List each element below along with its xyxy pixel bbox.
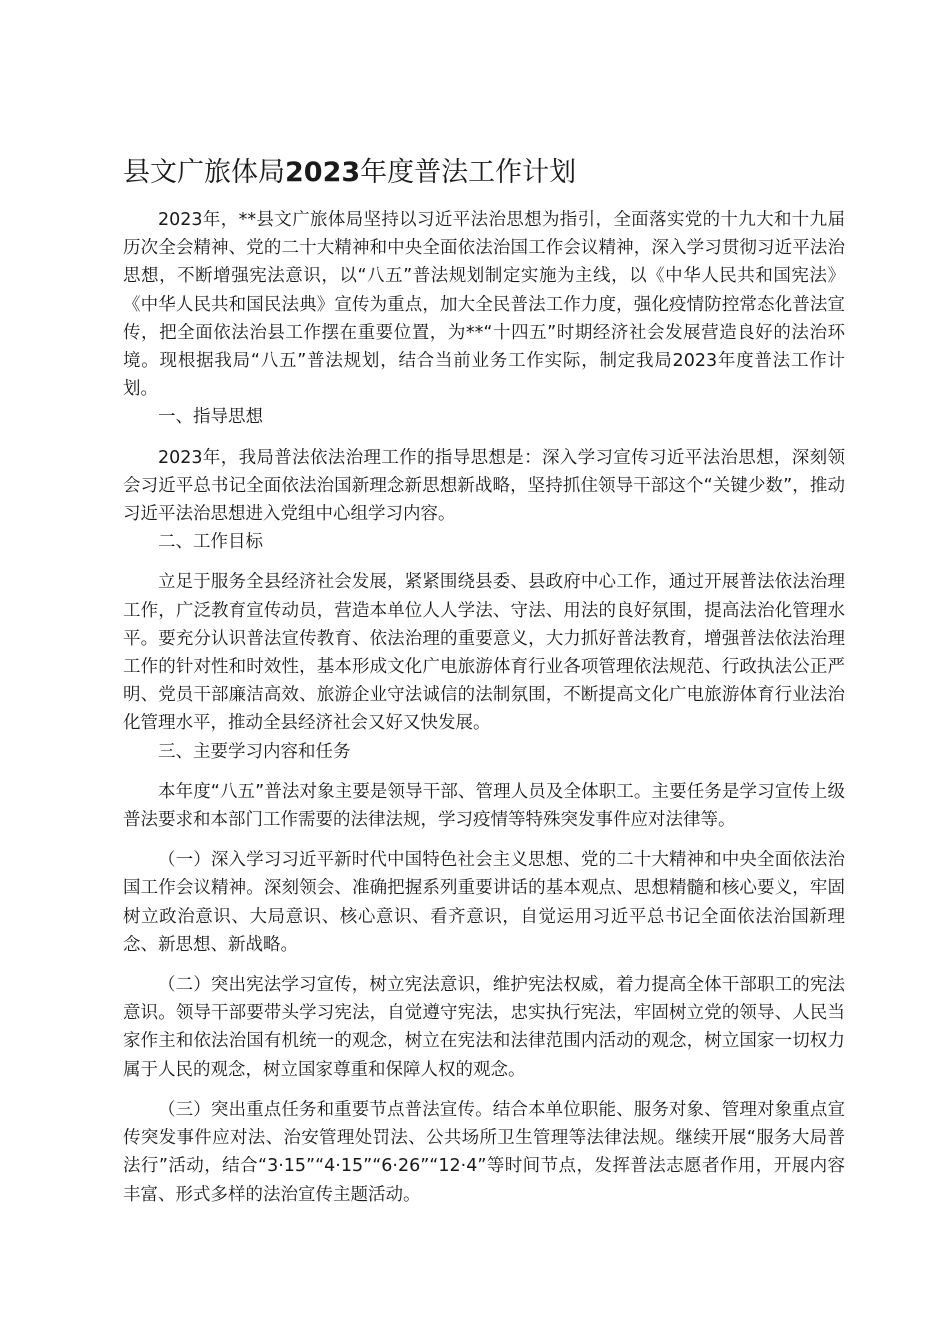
document-title	[123, 153, 843, 193]
list-item-2: （二）突出宪法学习宣传，树立宪法意识，维护宪法权威，着力提高全体干部职工的宪法意识。领导干部要带头学习宪法，自觉遵守宪法，忠实执行宪法，牢固树立党的领导、人民当家作主和依法治国有机统一的观念，树立在宪法和法律范围内活动的观念，树立国家一切权力属于人民的观念，树立国家尊重和保障人权的观念。	[123, 975, 845, 1080]
intro-paragraph: 2023年，**县文广旅体局坚持以习近平法治思想为指引，全面落实党的十九大和十九届历次全会精神、党的二十大精神和中央全面依法治国工作会议精神，深入学习贯彻习近平法治思想，不断增强宪法意识，以“八五”普法规划制定实施为主线，以《中华人民共和国宪法》《中华人民共和国民法典》宣传为重点，加大全民普法工作力度，强化疫情防控常态化普法宣传，把全面依法治县工作摆在重要位置，为**“十四五”时期经济社会发展营造良好的法治环境。现根据我局“八五”普法规划，结合当前业务工作实际，制定我局2023年度普法工作计划。	[123, 210, 845, 400]
title-suffix: 年度普法工作计划	[360, 157, 577, 188]
section-heading-guiding-ideology: 一、指导思想	[158, 407, 263, 428]
section-paragraph-guiding-ideology: 2023年，我局普法依法治理工作的指导思想是：深入学习宣传习近平法治思想，深刻领会习近平总书记全面依法治国新理念新思想新战略，坚持抓住领导干部这个“关键少数”，推动习近平法治思想进入党组中心组学习内容。	[123, 447, 845, 525]
list-item-3: （三）突出重点任务和重要节点普法宣传。结合本单位职能、服务对象、管理对象重点宣传突发事件应对法、治安管理处罚法、公共场所卫生管理等法律法规。继续开展“服务大局普法行”活动，结合“3·15”“4·15”“6·26”“12·4”等时间节点，发挥普法志愿者作用，开展内容丰富、形式多样的法治宣传主题活动。	[123, 1099, 845, 1205]
section-paragraph-work-goals: 立足于服务全县经济社会发展，紧紧围绕县委、县政府中心工作，通过开展普法依法治理工作，广泛教育宣传动员，营造本单位人人学法、守法、用法的良好氛围，提高法治化管理水平。要充分认识普法宣传教育、依法治理的重要意义，大力抓好普法教育，增强普法依法治理工作的针对性和时效性，基本形成文化广电旅游体育行业各项管理依法规范、行政执法公正严明、党员干部廉洁高效、旅游企业守法诚信的法制氛围，不断提高文化广电旅游体育行业法治化管理水平，推动全县经济社会又好又快发展。	[123, 572, 845, 734]
section-paragraph-main-tasks: 本年度“八五”普法对象主要是领导干部、管理人员及全体职工。主要任务是学习宣传上级普法要求和本部门工作需要的法律法规，学习疫情等特殊突发事件应对法律等。	[123, 781, 845, 831]
section-heading-main-tasks: 三、主要学习内容和任务	[158, 741, 351, 762]
title-prefix: 县文广旅体局	[123, 157, 285, 188]
list-item-1: （一）深入学习习近平新时代中国特色社会主义思想、党的二十大精神和中央全面依法治国工作会议精神。深刻领会、准确把握系列重要讲话的基本观点、思想精髓和核心要义，牢固树立政治意识、大局意识、核心意识、看齐意识，自觉运用习近平总书记全面依法治国新理念、新思想、新战略。	[123, 850, 845, 955]
section-heading-work-goals: 二、工作目标	[158, 532, 263, 553]
title-year: 2023	[285, 157, 361, 188]
document-body	[123, 206, 845, 1209]
